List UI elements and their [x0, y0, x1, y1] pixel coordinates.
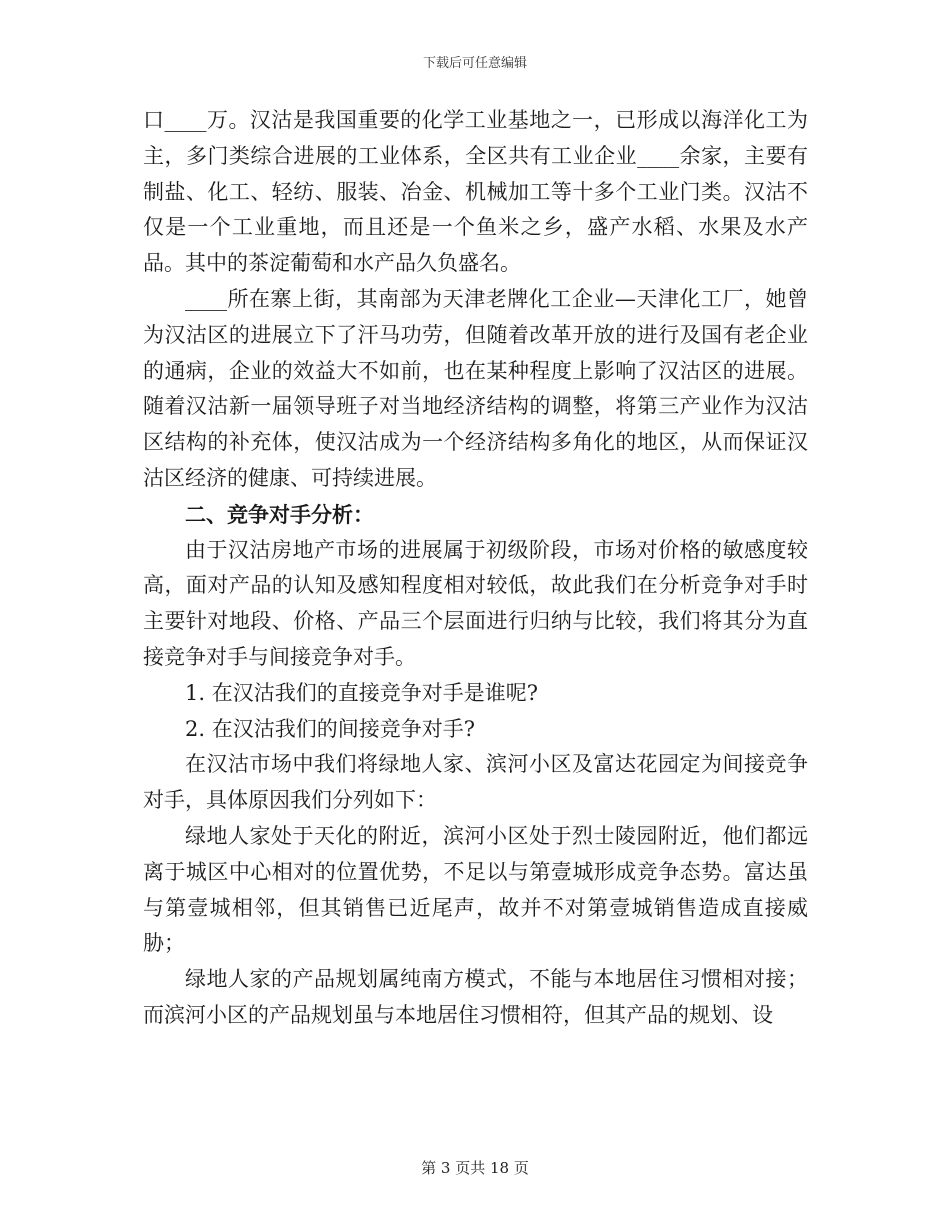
page-header: 下载后可任意编辑	[422, 56, 527, 71]
list-item-indirect-competitors: 2. 在汉沽我们的间接竞争对手?	[185, 716, 475, 741]
document-body	[143, 103, 808, 1034]
paragraph-product-reasons: 绿地人家的产品规划属纯南方模式，不能与本地居住习惯相对接；而滨河小区的产品规划虽与本地居住习惯相符，但其产品的规划、设	[143, 967, 808, 1027]
page-number: 第 3 页共 18 页	[421, 1159, 529, 1177]
paragraph-location: ____所在寨上街，其南部为天津老牌化工企业—天津化工厂，她曾为汉沽区的进展立下了汗马功劳，但随着改革开放的进行及国有老企业的通病，企业的效益大不如前，也在某种程度上影响了汉沽区的进展。随着汉沽新一届领导班子对当地经济结构的调整，将第三产业作为汉沽区结构的补充体，使汉沽成为一个经济结构多角化的地区，从而保证汉沽区经济的健康、可持续进展。	[143, 286, 808, 490]
paragraph-location-reasons: 绿地人家处于天化的附近，滨河小区处于烈士陵园附近，他们都远离于城区中心相对的位置优势，不足以与第壹城形成竞争态势。富达虽与第壹城相邻，但其销售已近尾声，故并不对第壹城销售造成直接威胁；	[143, 823, 808, 956]
paragraph-population-industry: 口____万。汉沽是我国重要的化学工业基地之一，已形成以海洋化工为主，多门类综合进展的工业体系，全区共有工业企业____余家，主要有制盐、化工、轻纺、服装、冶金、机械加工等十多个工业门类。汉沽不仅是一个工业重地，而且还是一个鱼米之乡，盛产水稻、水果及水产品。其中的茶淀葡萄和水产品久负盛名。	[143, 108, 808, 276]
paragraph-indirect-competitors: 在汉沽市场中我们将绿地人家、滨河小区及富达花园定为间接竞争对手，具体原因我们分列如下：	[143, 752, 808, 813]
section-heading-competitor-analysis: 二、竞争对手分析：	[185, 501, 374, 527]
paragraph-analysis-intro: 由于汉沽房地产市场的进展属于初级阶段，市场对价格的敏感度较高，面对产品的认知及感知程度相对较低，故此我们在分析竞争对手时主要针对地段、价格、产品三个层面进行归纳与比较，我们将其分为直接竞争对手与间接竞争对手。	[143, 537, 808, 669]
list-item-direct-competitors: 1. 在汉沽我们的直接竞争对手是谁呢?	[185, 680, 538, 705]
